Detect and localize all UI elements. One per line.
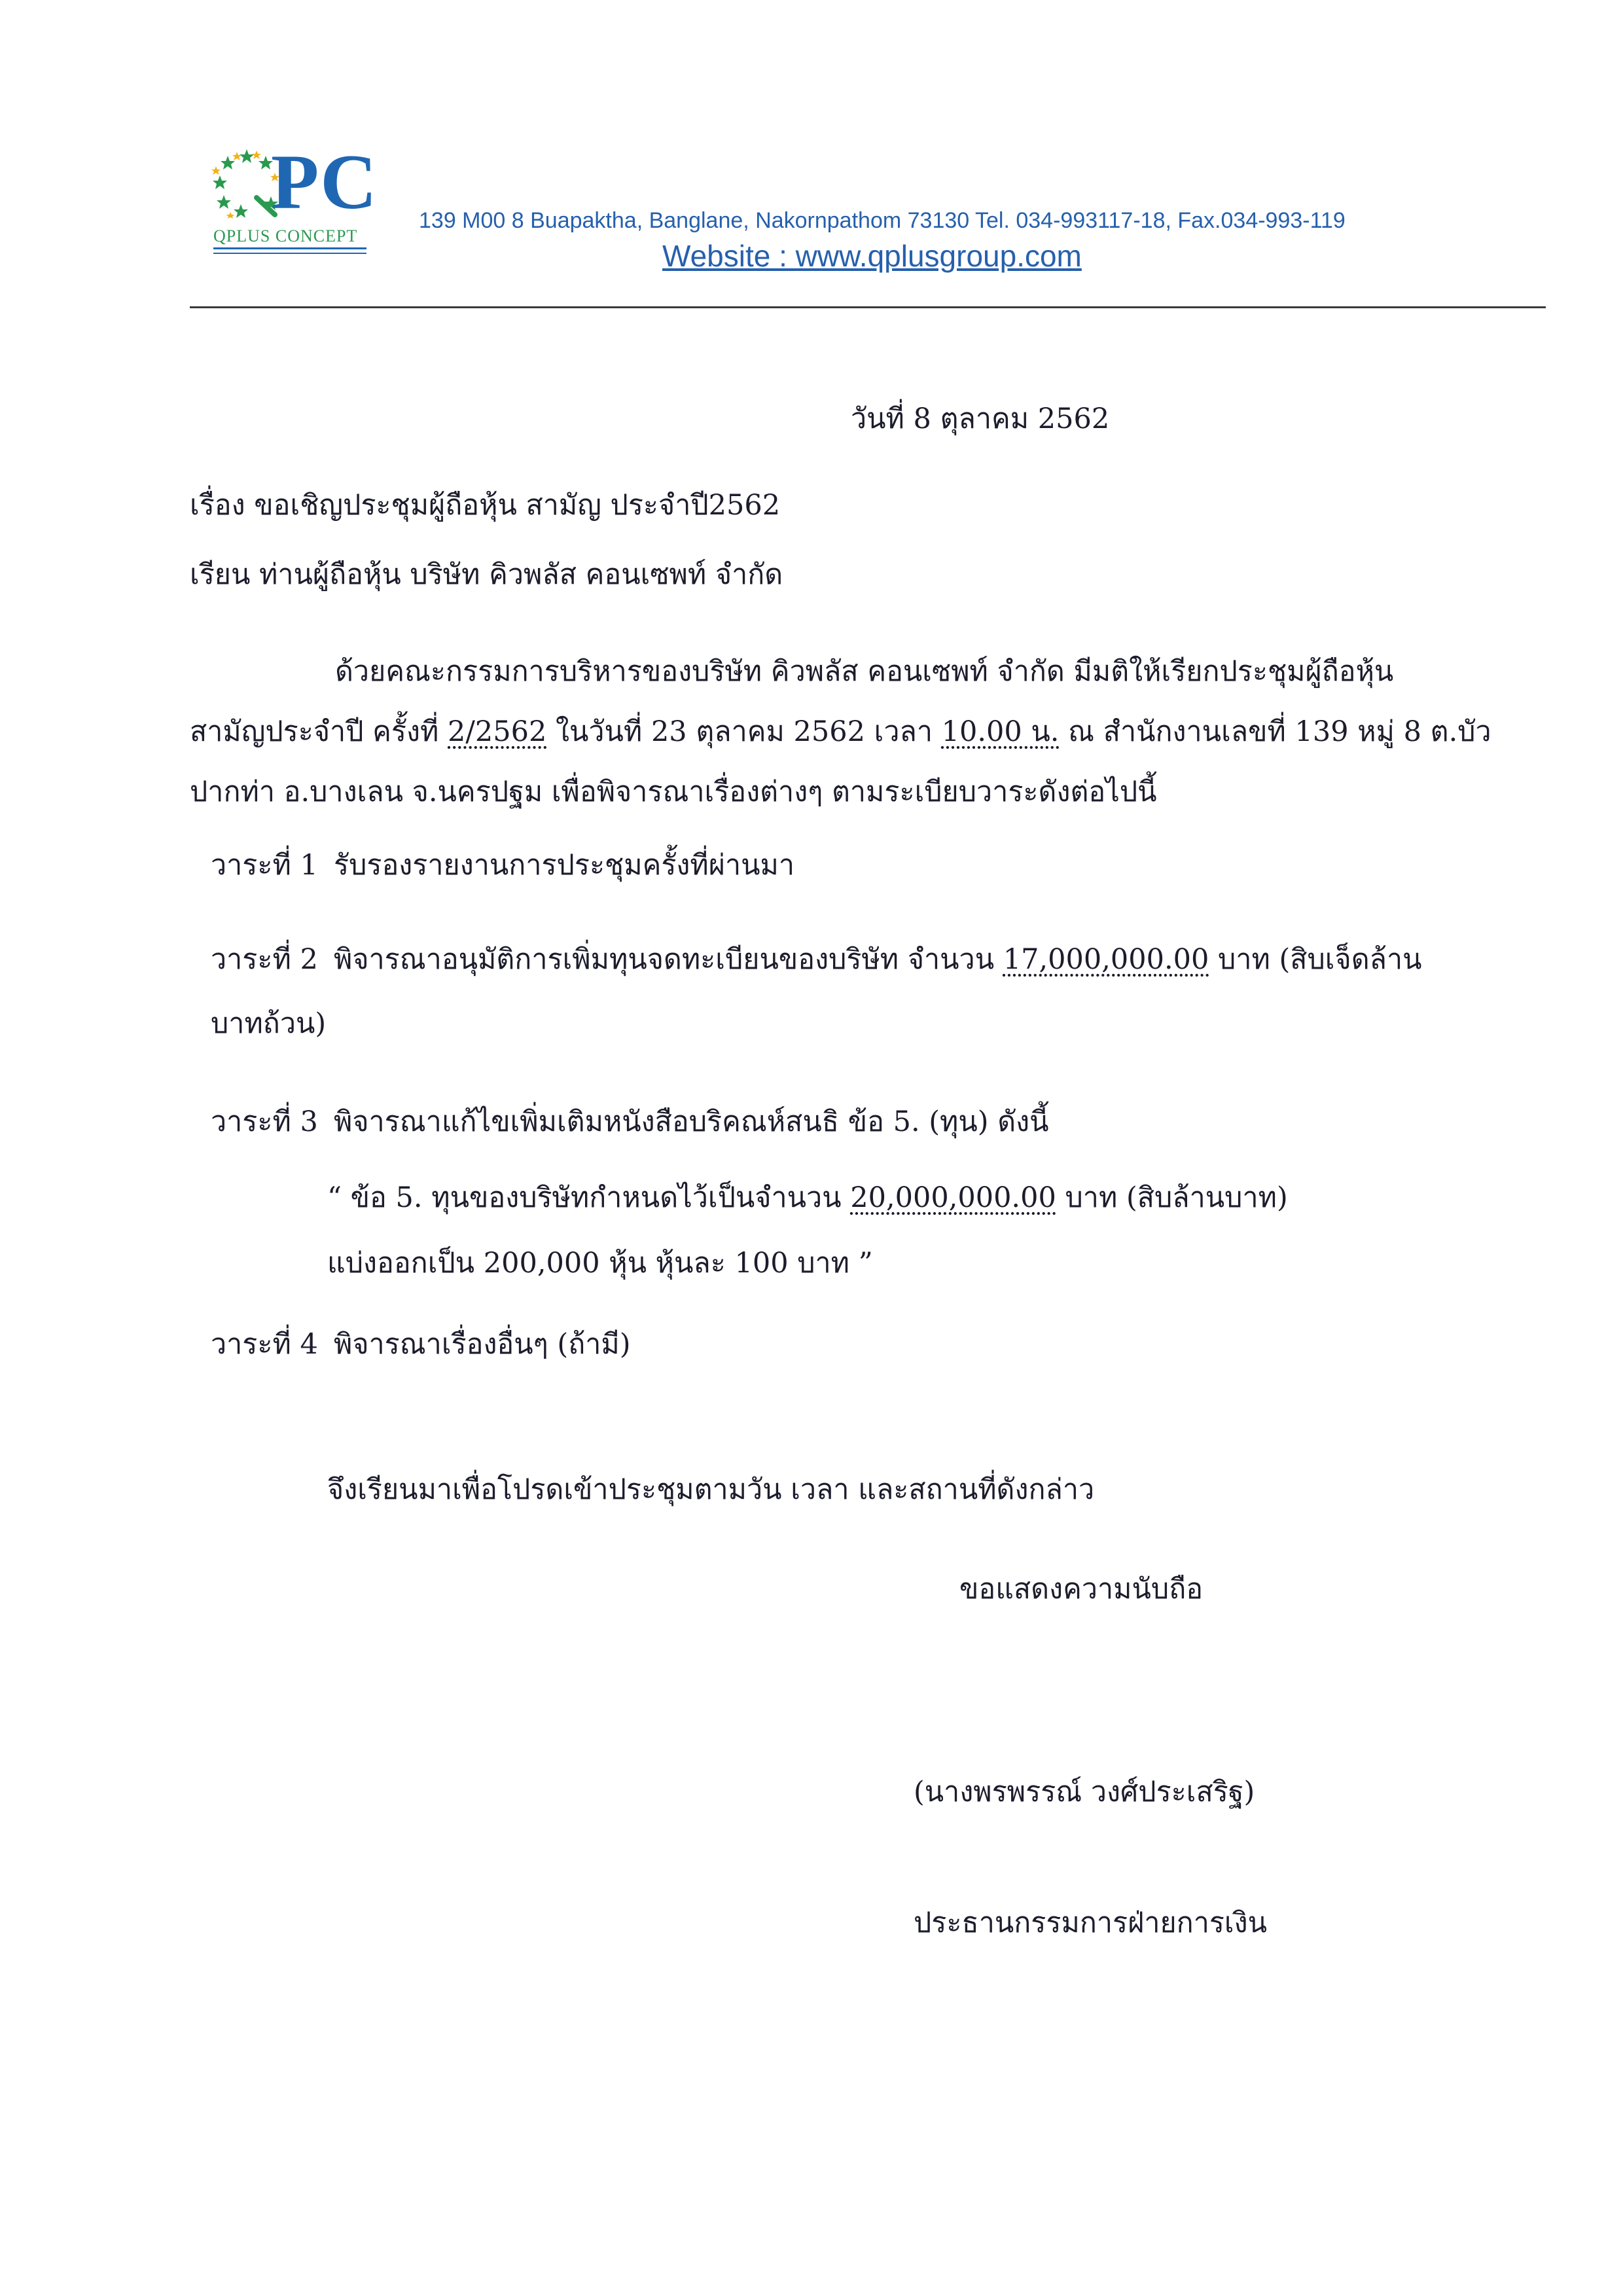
- letterhead-divider: [190, 306, 1546, 308]
- intro-line-3: ปากท่า อ.บางเลน จ.นครปฐม เพื่อพิจารณาเรื่องต่างๆ ตามระเบียบวาระดังต่อไปนี้: [190, 776, 1157, 808]
- agenda-2-label: วาระที่ 2: [211, 943, 318, 976]
- agenda-3-quote-line-2: แบ่งออกเป็น 200,000 หุ้น หุ้นละ 100 บาท ”: [327, 1247, 873, 1280]
- logo-underline: [213, 247, 366, 249]
- intro-line-2-end: ณ สำนักงานเลขที่ 139 หมู่ 8 ต.บัว: [1068, 715, 1491, 748]
- meeting-time: 10.00 น.: [941, 715, 1060, 748]
- agenda-3-quote-line-1: [327, 1178, 1288, 1217]
- signer-name: (นางพรพรรณ์ วงศ์ประเสริฐ): [914, 1776, 1255, 1808]
- capital-increase-amount: 17,000,000.00: [1003, 943, 1209, 976]
- intro-line-1: ด้วยคณะกรรมการบริหารของบริษัท คิวพลัส คอนเซพท์ จำกัด มีมติให้เรียกประชุมผู้ถือหุ้น: [335, 655, 1394, 688]
- agenda-4-label: วาระที่ 4: [211, 1328, 318, 1361]
- agenda-3-quote-end: บาท (สิบล้านบาท): [1065, 1181, 1288, 1214]
- logo-company-name: QPLUS CONCEPT: [213, 226, 358, 245]
- agenda-3-quote-start: “ ข้อ 5. ทุนของบริษัทกำหนดไว้เป็นจำนวน: [327, 1181, 842, 1214]
- regards: ขอแสดงความนับถือ: [959, 1573, 1204, 1605]
- agenda-2-text-end: บาท (สิบเจ็ดล้าน: [1218, 943, 1422, 976]
- agenda-2-text: [334, 940, 1422, 979]
- intro-line-2-mid: ในวันที่ 23 ตุลาคม 2562 เวลา: [556, 715, 933, 748]
- letter-subject: เรื่อง ขอเชิญประชุมผู้ถือหุ้น สามัญ ประจำปี2562: [190, 489, 781, 522]
- company-logo: [211, 138, 378, 260]
- agenda-4-text: พิจารณาเรื่องอื่นๆ (ถ้ามี): [334, 1328, 631, 1361]
- logo-underline-thin: [213, 253, 366, 254]
- signer-title: ประธานกรรมการฝ่ายการเงิน: [914, 1907, 1268, 1939]
- closing-sentence: จึงเรียนมาเพื่อโปรดเข้าประชุมตามวัน เวลา และสถานที่ดังกล่าว: [327, 1473, 1095, 1506]
- letter-salutation: เรียน ท่านผู้ถือหุ้น บริษัท คิวพลัส คอนเซพท์ จำกัด: [190, 558, 783, 591]
- agenda-1-label: วาระที่ 1: [211, 849, 318, 882]
- agenda-1-text: รับรองรายงานการประชุมครั้งที่ผ่านมา: [334, 849, 794, 882]
- intro-line-2-start: สามัญประจำปี ครั้งที่: [190, 715, 439, 748]
- agenda-3-text: พิจารณาแก้ไขเพิ่มเติมหนังสือบริคณห์สนธิ ข้อ 5. (ทุน) ดังนี้: [334, 1105, 1049, 1138]
- company-website-link[interactable]: Website : www.qplusgroup.com: [662, 239, 1082, 273]
- intro-line-2: [190, 712, 1491, 751]
- agenda-2-text-start: พิจารณาอนุมัติการเพิ่มทุนจดทะเบียนของบริษัท จำนวน: [334, 943, 995, 976]
- agenda-2-continuation: บาทถ้วน): [211, 1007, 327, 1040]
- meeting-number: 2/2562: [448, 715, 547, 748]
- logo-wordmark: PC: [271, 138, 378, 225]
- agenda-3-label: วาระที่ 3: [211, 1105, 318, 1138]
- registered-capital-amount: 20,000,000.00: [850, 1181, 1056, 1214]
- company-address: 139 M00 8 Buapaktha, Banglane, Nakornpathom 73130 Tel. 034-993117-18, Fax.034-993-119: [419, 208, 1346, 233]
- letter-date: วันที่ 8 ตุลาคม 2562: [851, 403, 1110, 435]
